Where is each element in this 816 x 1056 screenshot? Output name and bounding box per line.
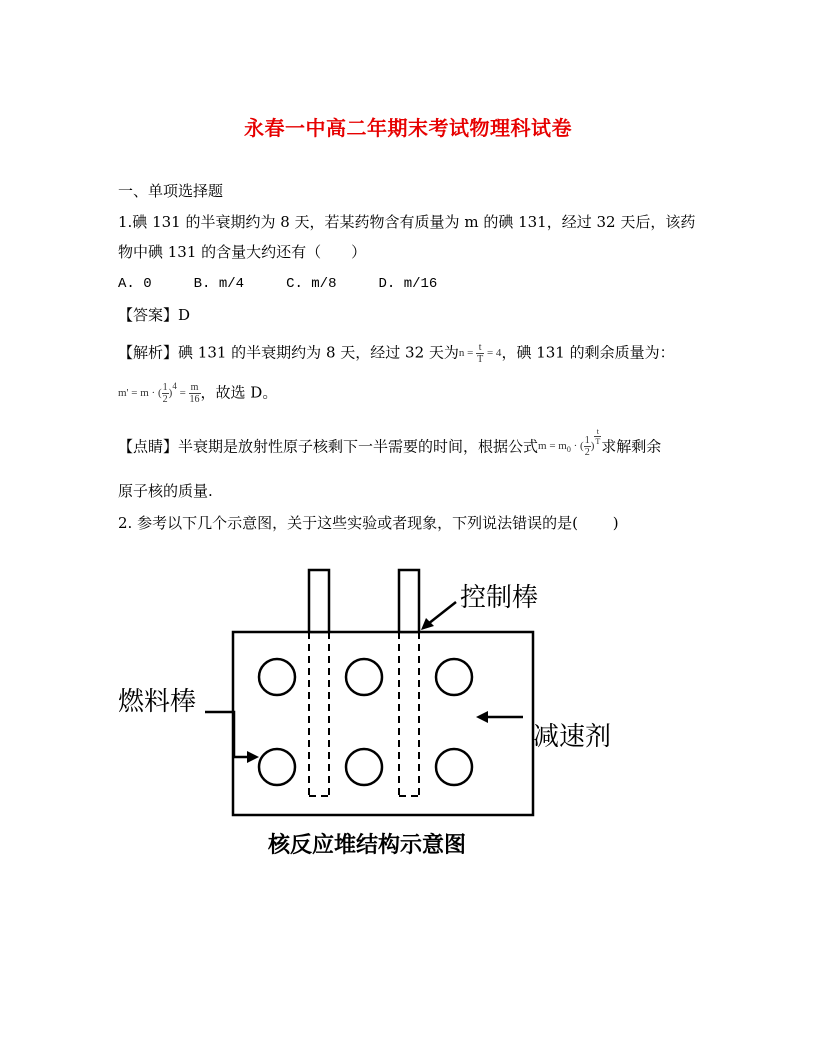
control-rod-arrow (428, 602, 456, 624)
fuel-rod (346, 749, 382, 785)
equation-n: n = $\frac{t}{T}$ = 4 (458, 342, 502, 365)
moderator-arrow-head (476, 711, 488, 723)
fuel-rod (259, 659, 295, 695)
q1-stem-line2: 物中碘 131 的含量大约还有（ ） (118, 243, 367, 261)
section-heading: 一、单项选择题 (118, 182, 224, 200)
tip-label: 【点睛】 (118, 437, 179, 456)
q1-analysis-line1 (118, 342, 675, 365)
analysis-label: 【解析】 (118, 343, 179, 362)
fuel-rod (436, 659, 472, 695)
fuel-rod-arrow (205, 712, 249, 757)
reactor-diagram (0, 560, 816, 860)
control-rod-right-top (399, 570, 419, 632)
fuel-rod (436, 749, 472, 785)
answer-value: D (178, 306, 191, 324)
analysis-text: ，碘 131 的剩余质量为： (501, 343, 675, 362)
fuel-rod-label: 燃料棒 (118, 687, 197, 717)
control-rod-left-top (309, 570, 329, 632)
fuel-rod (259, 749, 295, 785)
control-rod-right-inserted (399, 632, 419, 796)
answer-label: 【答案】 (118, 306, 179, 324)
fuel-rod (346, 659, 382, 695)
fuel-rod-arrow-head (247, 751, 259, 763)
q1-tip-line1 (118, 427, 662, 460)
equation-remaining-mass: m' = m · ( $\frac{1}{2}$ )$^4$ = $\frac{m}{16}$ (118, 381, 200, 405)
page-title: 永春一中高二年期末考试物理科试卷 (244, 116, 572, 140)
q1-option-b: B. m/4 (193, 276, 245, 292)
q1-option-c: C. m/8 (286, 276, 337, 292)
q2-stem: 2. 参考以下几个示意图，关于这些实验或者现象，下列说法错误的是( ) (118, 514, 619, 532)
q1-option-d: D. m/16 (378, 276, 438, 292)
equation-decay-formula: $m = m_0$ · ( $\frac{1}{2}$ ) $\frac{t}{T}$ (538, 427, 601, 458)
q1-analysis-line2 (118, 382, 277, 405)
control-rod-label: 控制棒 (460, 583, 539, 613)
q1-tip-line2: 原子核的质量. (118, 482, 213, 500)
diagram-caption: 核反应堆结构示意图 (268, 833, 467, 858)
tip-text: 求解剩余 (601, 437, 662, 456)
moderator-label: 减速剂 (533, 722, 612, 752)
q1-option-a: A. 0 (118, 276, 152, 292)
q1-stem-line1: 1.碘 131 的半衰期约为 8 天，若某药物含有质量为 m 的碘 131，经过 32 天后，该药 (118, 213, 696, 231)
tip-text: 半衰期是放射性原子核剩下一半需要的时间，根据公式 (178, 437, 539, 456)
control-rod-left-inserted (309, 632, 329, 796)
analysis-text: 碘 131 的半衰期约为 8 天，经过 32 天为 (178, 343, 459, 362)
q1-answer (118, 305, 190, 325)
q1-options (118, 274, 437, 294)
analysis-conclusion: ，故选 D。 (200, 383, 278, 402)
